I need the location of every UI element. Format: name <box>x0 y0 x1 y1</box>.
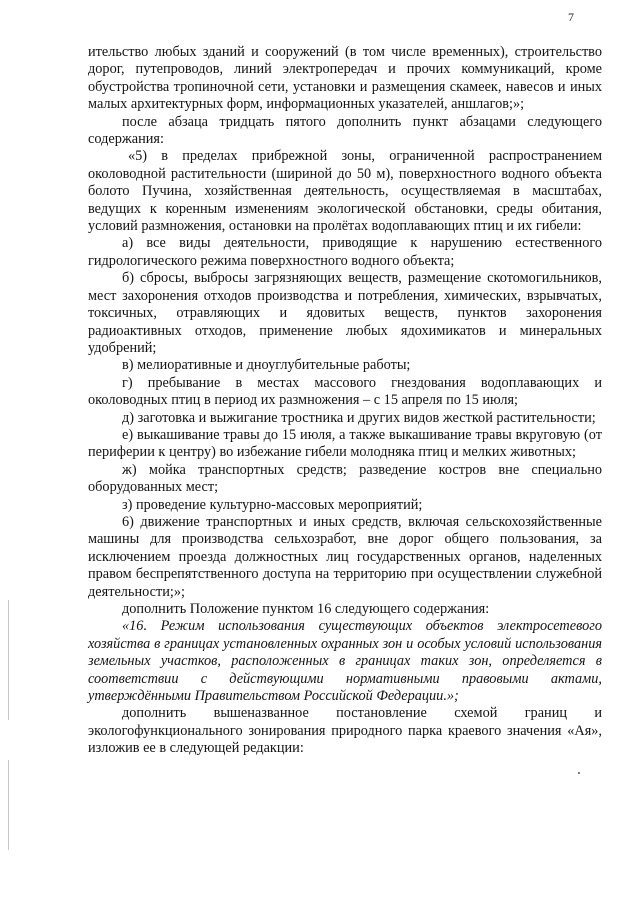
paragraph-subitem-e: е) выкашивание травы до 15 июля, а также выкашивание травы вкруговую (от периферии к центру) во избежание гибели молодняка птиц и мелких животных; <box>88 426 602 461</box>
scan-margin-mark <box>8 600 9 720</box>
paragraph-subitem-g: г) пребывание в местах массового гнездования водоплавающих и околоводных птиц в период их размножения – с 15 апреля по 15 июля; <box>88 374 602 409</box>
page-number: 7 <box>568 10 574 24</box>
scan-speck <box>578 772 580 774</box>
paragraph-add-scheme: дополнить вышеназванное постановление схемой границ и экологофункционального зонирования природного парка краевого значения «Ая», изложив ее в следующей редакции: <box>88 705 602 757</box>
paragraph-subitem-zh: ж) мойка транспортных средств; разведение костров вне специально оборудованных мест; <box>88 461 602 496</box>
scan-margin-mark <box>8 760 9 850</box>
paragraph-subitem-z: з) проведение культурно-массовых мероприятий; <box>122 496 423 513</box>
paragraph-subitem-6: 6) движение транспортных и иных средств, включая сельскохозяйственные машины для производства сельхозработ, вне дорог общего пользования, за исключением проезда должностных лиц государственных органов, наделенных правом беспрепятственного доступа на территорию при осуществлении служебной деятельности;»; <box>88 513 602 600</box>
paragraph-subitem-a: а) все виды деятельности, приводящие к нарушению естественного гидрологического режима поверхностного водного объекта; <box>88 235 602 269</box>
paragraph-subitem-d: д) заготовка и выжигание тростника и других видов жесткой растительности; <box>122 409 596 426</box>
paragraph-item-5: «5) в пределах прибрежной зоны, ограниченной распространением околоводной растительности (шириной до 50 м), поверхностного водного объекта болото Пучина, хозяйственная деятельность, осуществляемая в масштабах, ведущих к коренным изменениям экологической обстановки, среды обитания, условий размножения, остановки на пролётах водоплавающих птиц и их гибели: <box>88 148 602 235</box>
paragraph-item-16: «16. Режим использования существующих объектов электросетевого хозяйства в границах установленных охранных зон и особых условий использования земельных участков, расположенных в границах таких зон, определяется в соответствии с действующими нормативными правовыми актами, утверждёнными Правительством Российской Федерации.»; <box>88 618 602 705</box>
paragraph-subitem-b: б) сбросы, выбросы загрязняющих веществ, размещение скотомогильников, мест захоронения отходов производства и потребления, химических, взрывчатых, токсичных, отравляющих и ядовитых веществ, пунктов захоронения радиоактивных отходов, применение любых ядохимикатов и минеральных удобрений; <box>88 270 602 356</box>
paragraph-add-item-16: дополнить Положение пунктом 16 следующего содержания: <box>122 601 490 617</box>
paragraph-subitem-v: в) мелиоративные и дноуглубительные работы; <box>122 357 411 374</box>
paragraph-amendment-intro: после абзаца тридцать пятого дополнить пункт абзацами следующего содержания: <box>88 113 602 148</box>
paragraph-continuation: ительство любых зданий и сооружений (в том числе временных), строительство дорог, путепроводов, линий электропередач и прочих коммуникаций, кроме обустройства тропиночной сети, установки и размещения скамеек, навесов и иных малых архитектурных форм, информационных указателей, аншлагов;»; <box>88 44 602 113</box>
document-body <box>88 44 602 758</box>
